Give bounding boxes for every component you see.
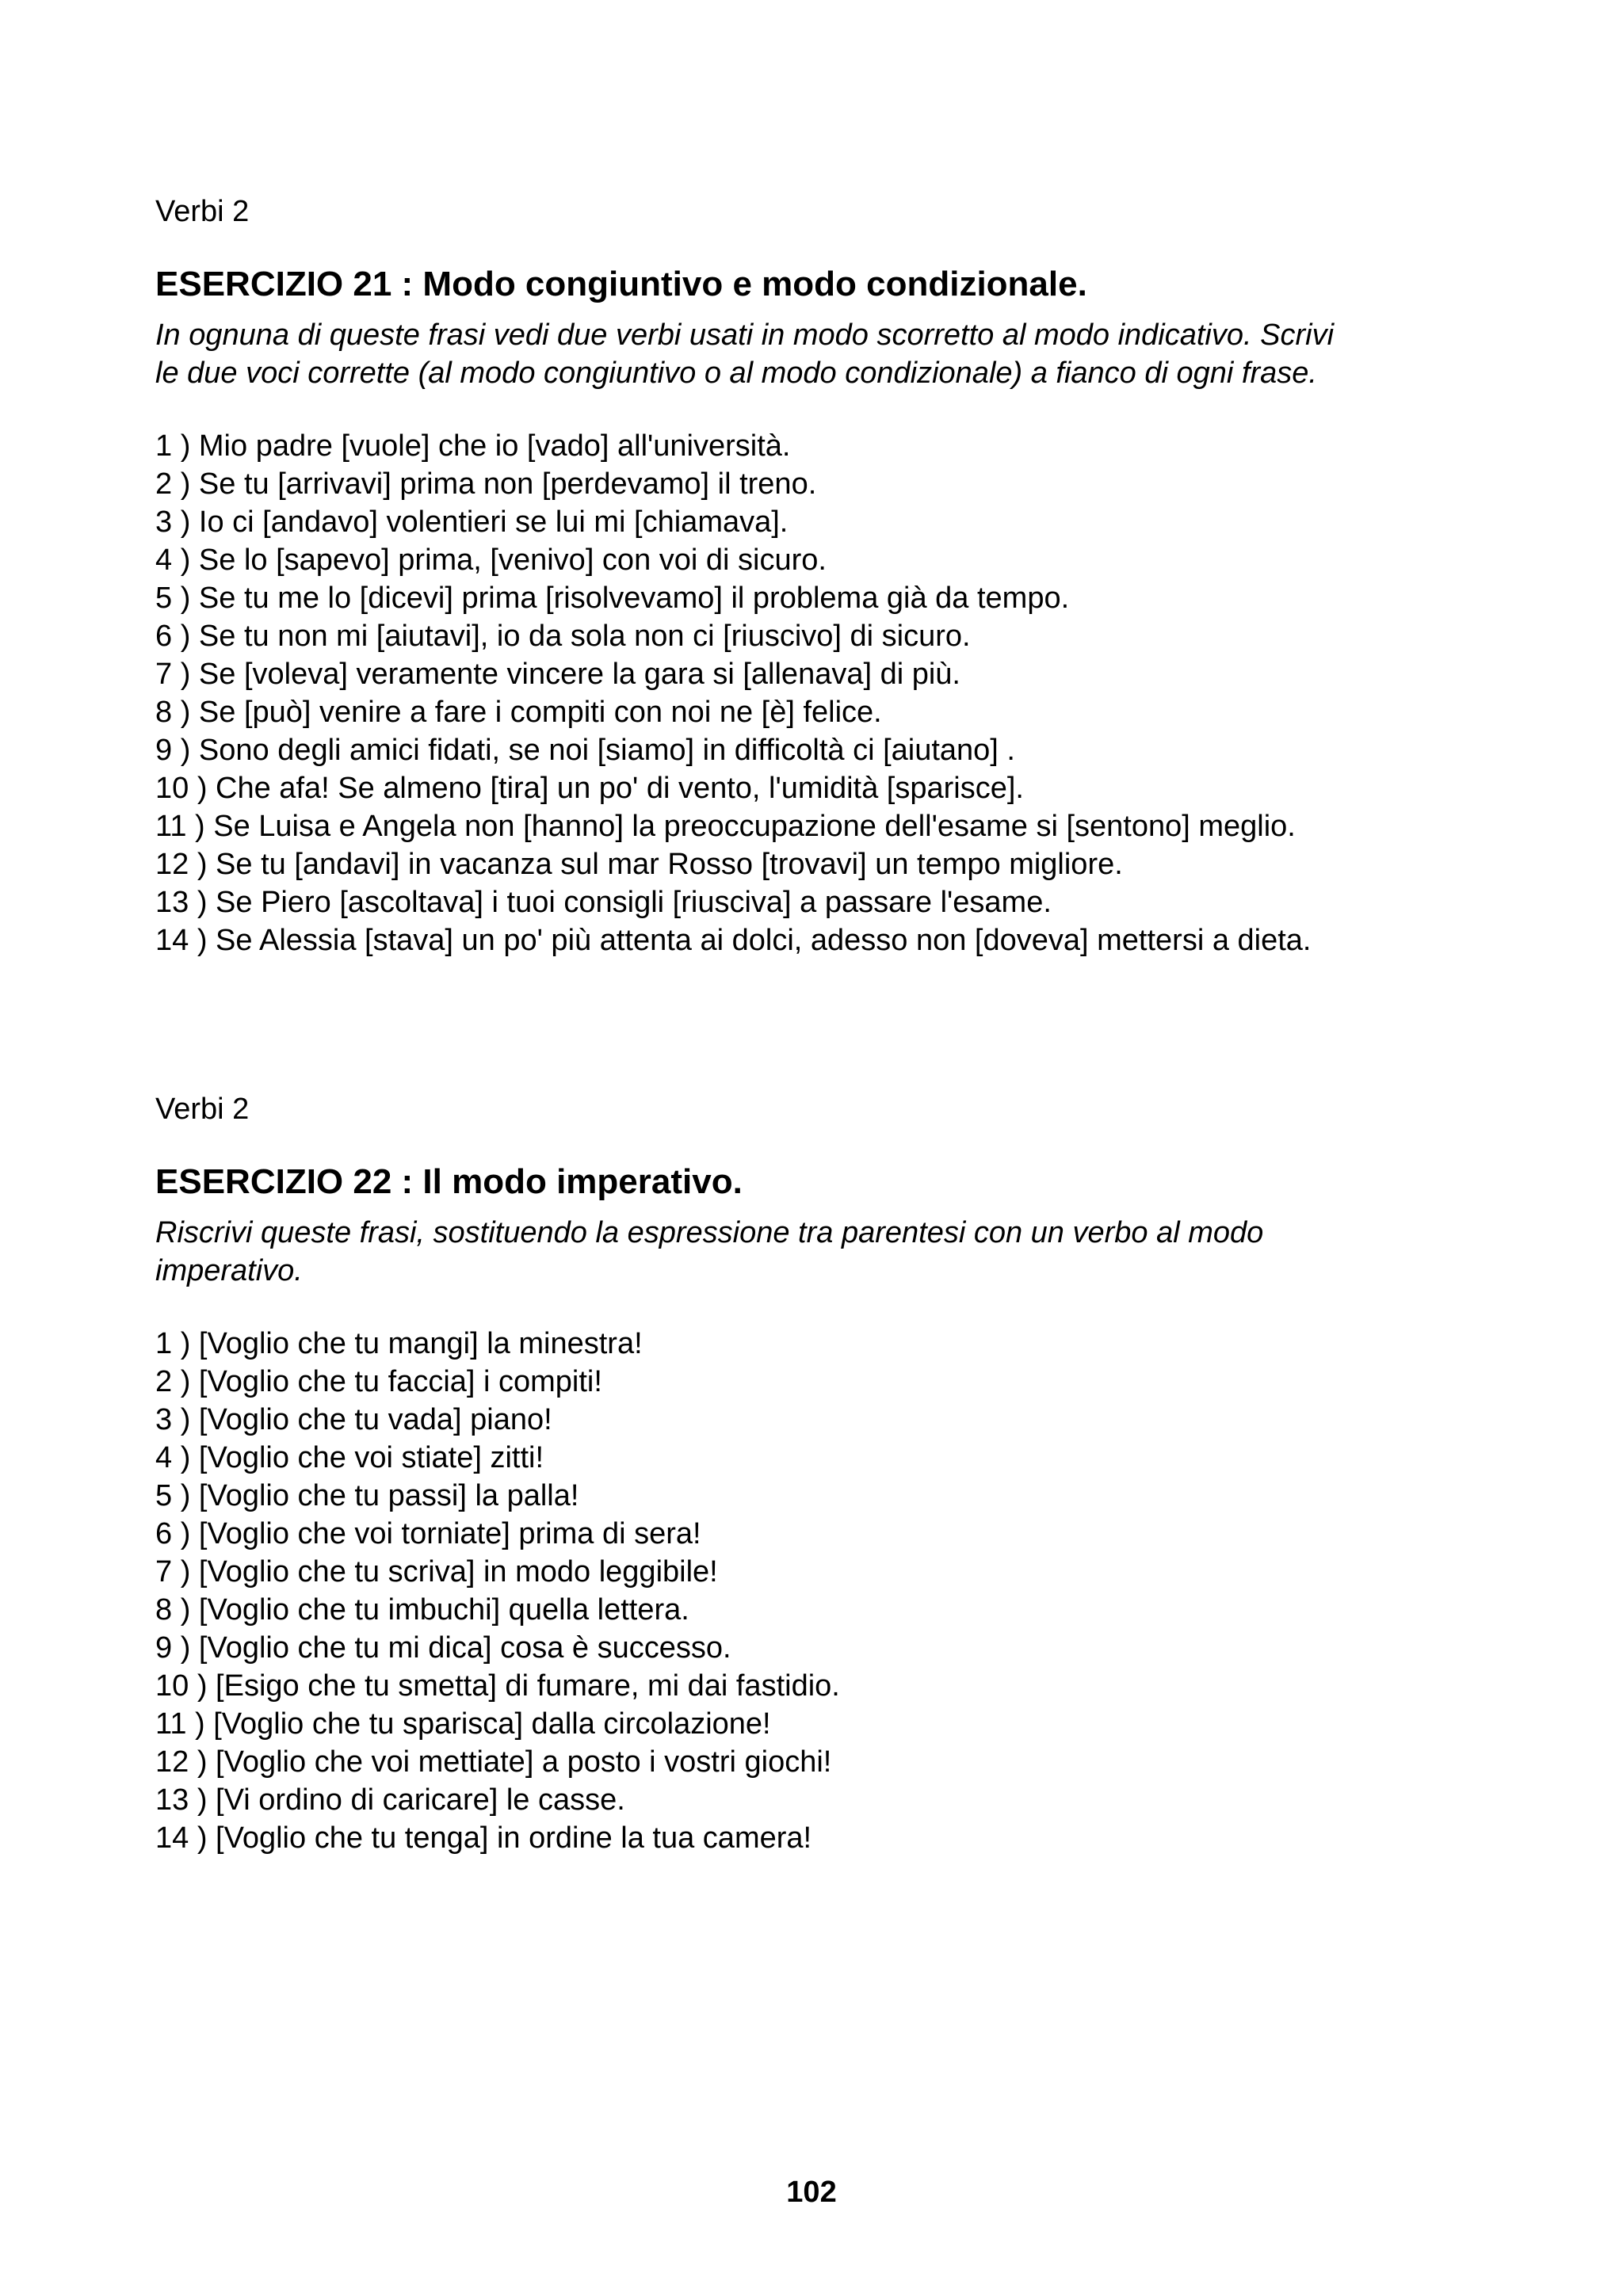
exercise-title: ESERCIZIO 21 : Modo congiuntivo e modo condizionale. (155, 265, 1087, 303)
exercise-item: 9 ) Sono degli amici fidati, se noi [siamo] in difficoltà ci [aiutano] . (155, 734, 1015, 767)
running-head: Verbi 2 (155, 1093, 250, 1126)
exercise-item: 13 ) Se Piero [ascoltava] i tuoi consigli [riusciva] a passare l'esame. (155, 886, 1052, 919)
exercise-item: 3 ) [Voglio che tu vada] piano! (155, 1403, 552, 1436)
exercise-item: 13 ) [Vi ordino di caricare] le casse. (155, 1783, 625, 1817)
exercise-item: 14 ) Se Alessia [stava] un po' più attenta ai dolci, adesso non [doveva] mettersi a dieta. (155, 924, 1312, 957)
instructions-line: imperativo. (155, 1254, 303, 1287)
exercise-item: 5 ) Se tu me lo [dicevi] prima [risolvevamo] il problema già da tempo. (155, 582, 1070, 615)
exercise-item: 11 ) [Voglio che tu sparisca] dalla circolazione! (155, 1707, 771, 1741)
exercise-item: 7 ) [Voglio che tu scriva] in modo leggibile! (155, 1555, 718, 1589)
exercise-item: 2 ) Se tu [arrivavi] prima non [perdevamo] il treno. (155, 467, 817, 501)
exercise-item: 4 ) [Voglio che voi stiate] zitti! (155, 1441, 544, 1474)
exercise-item: 5 ) [Voglio che tu passi] la palla! (155, 1479, 579, 1512)
instructions-line: le due voci corrette (al modo congiuntivo o al modo condizionale) a fianco di ogni frase. (155, 357, 1317, 390)
exercise-item: 1 ) [Voglio che tu mangi] la minestra! (155, 1327, 643, 1360)
exercise-item: 8 ) Se [può] venire a fare i compiti con noi ne [è] felice. (155, 696, 882, 729)
exercise-instructions (155, 1214, 1471, 1290)
exercise-item: 1 ) Mio padre [vuole] che io [vado] all'università. (155, 429, 791, 463)
exercise-21-section (155, 194, 1471, 959)
exercise-item: 10 ) [Esigo che tu smetta] di fumare, mi dai fastidio. (155, 1669, 840, 1703)
instructions-line: In ognuna di queste frasi vedi due verbi usati in modo scorretto al modo indicativo. Scrivi (155, 318, 1335, 352)
exercise-item: 8 ) [Voglio che tu imbuchi] quella lettera. (155, 1593, 689, 1627)
exercise-item: 12 ) [Voglio che voi mettiate] a posto i vostri giochi! (155, 1745, 832, 1779)
exercise-item: 4 ) Se lo [sapevo] prima, [venivo] con voi di sicuro. (155, 543, 827, 577)
exercise-item: 12 ) Se tu [andavi] in vacanza sul mar Rosso [trovavi] un tempo migliore. (155, 848, 1123, 881)
exercise-item: 10 ) Che afa! Se almeno [tira] un po' di vento, l'umidità [sparisce]. (155, 772, 1024, 805)
exercise-items-list (155, 427, 1471, 959)
exercise-item: 6 ) Se tu non mi [aiutavi], io da sola non ci [riuscivo] di sicuro. (155, 620, 971, 653)
exercise-title: ESERCIZIO 22 : Il modo imperativo. (155, 1162, 743, 1201)
exercise-item: 6 ) [Voglio che voi torniate] prima di sera! (155, 1517, 701, 1550)
exercise-item: 3 ) Io ci [andavo] volentieri se lui mi [chiamava]. (155, 505, 789, 539)
instructions-line: Riscrivi queste frasi, sostituendo la espressione tra parentesi con un verbo al modo (155, 1216, 1264, 1249)
running-head: Verbi 2 (155, 195, 250, 228)
exercise-item: 2 ) [Voglio che tu faccia] i compiti! (155, 1365, 602, 1398)
exercise-item: 11 ) Se Luisa e Angela non [hanno] la preoccupazione dell'esame si [sentono] meglio. (155, 810, 1296, 843)
exercise-item: 14 ) [Voglio che tu tenga] in ordine la tua camera! (155, 1821, 812, 1855)
page-number: 102 (786, 2176, 837, 2209)
exercise-item: 9 ) [Voglio che tu mi dica] cosa è successo. (155, 1631, 731, 1665)
exercise-item: 7 ) Se [voleva] veramente vincere la gara si [allenava] di più. (155, 658, 960, 691)
exercise-22-section (155, 1092, 1471, 1857)
exercise-items-list (155, 1325, 1471, 1857)
exercise-instructions (155, 316, 1471, 392)
